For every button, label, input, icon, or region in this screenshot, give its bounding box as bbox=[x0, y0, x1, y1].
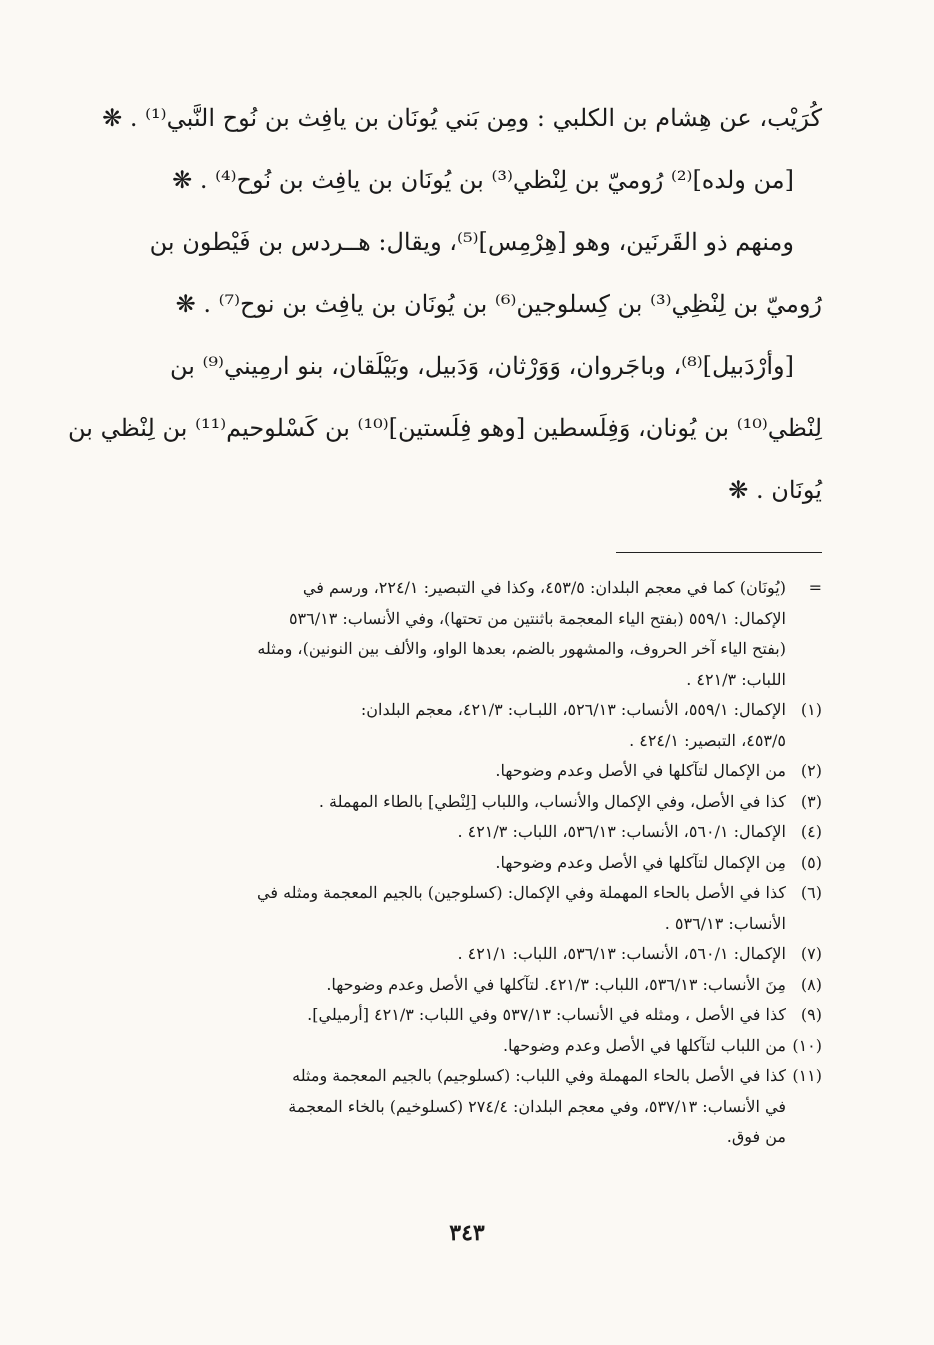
main-text-line: كُرَيْب، عن هِشام بن الكلبي : ومِن بَني يُونَان بن يافِث بن نُوح النَّبي⁽¹⁾ . ❋ bbox=[102, 104, 822, 132]
footnote-line: من الإكمال لتآكلها في الأصل وعدم وضوحها. bbox=[495, 761, 786, 780]
footnote-mark: (٨) bbox=[800, 974, 822, 994]
footnote-2 bbox=[136, 756, 822, 787]
footnote-body bbox=[136, 817, 786, 848]
footnote-3 bbox=[136, 787, 822, 818]
footnote-line: ٤٥٣/٥، التبصير: ٤٢٤/١ . bbox=[629, 730, 786, 750]
footnotes bbox=[136, 573, 822, 1153]
footnote-line: كذا في الأصل ، ومثله في الأنساب: ٥٣٧/١٣ وفي اللباب: ٤٢١/٣ [أرميلي]. bbox=[307, 1005, 786, 1024]
footnote-mark: (٥) bbox=[800, 852, 822, 872]
footnote-mark: (١) bbox=[800, 700, 822, 719]
footnote-mark: (٩) bbox=[800, 1005, 822, 1024]
footnote-body bbox=[136, 939, 786, 970]
main-text-line: لِنْظي⁽¹⁰⁾ بن يُونان، وَفِلَسطين [وهو فِلَستين]⁽¹⁰⁾ بن كَسْلوحيم⁽¹¹⁾ بن لِنْظي بن bbox=[68, 414, 822, 442]
footnote-4 bbox=[136, 817, 822, 848]
footnote-line: الإكمال: ٥٥٩/١ (بفتح الياء المعجمة باثنتين من تحتها)، وفي الأنساب: ٥٣٦/١٣ bbox=[288, 608, 786, 628]
main-text-line: [وأرْدَبيل]⁽⁸⁾، وباجَروان، وَوَرْثان، وَدَبيل، وبَيْلَقان، بنو ارمِيني⁽⁹⁾ بن bbox=[169, 352, 794, 380]
footnote-continuation bbox=[136, 573, 822, 695]
footnote-line: اللباب: ٤٢١/٣ . bbox=[686, 669, 786, 689]
footnote-line: الإكمال: ٥٦٠/١، الأنساب: ٥٣٦/١٣، اللباب: ٤٢١/٣ . bbox=[457, 822, 786, 841]
footnote-body bbox=[136, 970, 786, 1001]
footnote-line: كذا في الأصل بالحاء المهملة وفي اللباب: (كسلوجيم) بالجيم المعجمة ومثله bbox=[292, 1066, 786, 1085]
footnote-body bbox=[136, 756, 786, 787]
main-text-line: ومنهم ذو القَرنَين، وهو [هِرْمِس]⁽⁵⁾، ويقال: هــردس بن فَيْطون بن bbox=[149, 228, 794, 256]
footnote-body bbox=[136, 695, 786, 756]
footnote-mark: (٢) bbox=[800, 761, 822, 780]
footnote-line: كذا في الأصل، وفي الإكمال والأنساب، واللباب [لِنْطي] بالطاء المهملة . bbox=[318, 791, 786, 811]
footnote-mark: (١٠) bbox=[792, 1035, 822, 1055]
page-number: ٣٤٣ bbox=[449, 1220, 485, 1246]
main-text-line: [من ولده]⁽²⁾ رُوميّ بن لِنْظي⁽³⁾ بن يُونَان بن يافِث بن نُوح⁽⁴⁾ . ❋ bbox=[172, 166, 794, 194]
footnote-line: الأنساب: ٥٣٦/١٣ . bbox=[664, 913, 786, 933]
footnote-mark: (٧) bbox=[800, 944, 822, 963]
footnote-line: الإكمال: ٥٥٩/١، الأنساب: ٥٢٦/١٣، اللبـاب: ٤٢١/٣، معجم البلدان: bbox=[360, 700, 786, 719]
main-text bbox=[68, 88, 822, 522]
footnote-body bbox=[136, 878, 786, 939]
footnote-11 bbox=[136, 1061, 822, 1153]
footnote-7 bbox=[136, 939, 822, 970]
footnote-mark: (١١) bbox=[792, 1066, 822, 1085]
footnote-8 bbox=[136, 970, 822, 1001]
footnote-mark: (٣) bbox=[800, 791, 822, 811]
footnote-line: من اللباب لتآكلها في الأصل وعدم وضوحها. bbox=[502, 1035, 786, 1055]
footnote-10 bbox=[136, 1031, 822, 1062]
footnote-body bbox=[136, 1000, 786, 1031]
footnote-line: من فوق. bbox=[726, 1127, 786, 1146]
footnote-5 bbox=[136, 848, 822, 879]
main-text-line: رُوميّ بن لِنْظِي⁽³⁾ بن كِسلوجين⁽⁶⁾ بن يُونَان بن يافِث بن نوح⁽⁷⁾ . ❋ bbox=[175, 290, 822, 318]
footnote-line: في الأنساب: ٥٣٧/١٣، وفي معجم البلدان: ٢٧٤/٤ (كسلوخيم) بالخاء المعجمة bbox=[288, 1096, 786, 1116]
footnote-body bbox=[136, 1061, 786, 1153]
footnote-line: (يُونَان) كما في معجم البلدان: ٤٥٣/٥، وكذا في التبصير: ٢٢٤/١، ورسم في bbox=[302, 578, 786, 597]
footnote-line: (بفتح الياء آخر الحروف، والمشهور بالضم، بعدها الواو، والألف بين النونين)، ومثله bbox=[257, 639, 786, 658]
footnote-divider bbox=[616, 552, 822, 553]
footnote-line: مِنَ الأنساب: ٥٣٦/١٣، اللباب: ٤٢١/٣. لتآكلها في الأصل وعدم وضوحها. bbox=[326, 974, 786, 994]
footnote-6 bbox=[136, 878, 822, 939]
footnote-body bbox=[136, 573, 786, 695]
footnote-line: كذا في الأصل بالحاء المهملة وفي الإكمال: (كسلوجين) بالجيم المعجمة ومثله في bbox=[257, 883, 786, 902]
footnote-line: الإكمال: ٥٦٠/١، الأنساب: ٥٣٦/١٣، اللباب: ٤٢١/١ . bbox=[457, 944, 786, 963]
footnote-mark: (٦) bbox=[800, 883, 822, 902]
footnote-mark: (٤) bbox=[800, 822, 822, 841]
footnote-body bbox=[136, 848, 786, 879]
footnote-body bbox=[136, 1031, 786, 1062]
footnote-9 bbox=[136, 1000, 822, 1031]
footnote-mark: = bbox=[808, 578, 822, 597]
footnote-1 bbox=[136, 695, 822, 756]
main-text-line: يُونَان . ❋ bbox=[728, 476, 822, 504]
footnote-line: مِن الإكمال لتآكلها في الأصل وعدم وضوحها. bbox=[495, 852, 786, 872]
footnote-body bbox=[136, 787, 786, 818]
